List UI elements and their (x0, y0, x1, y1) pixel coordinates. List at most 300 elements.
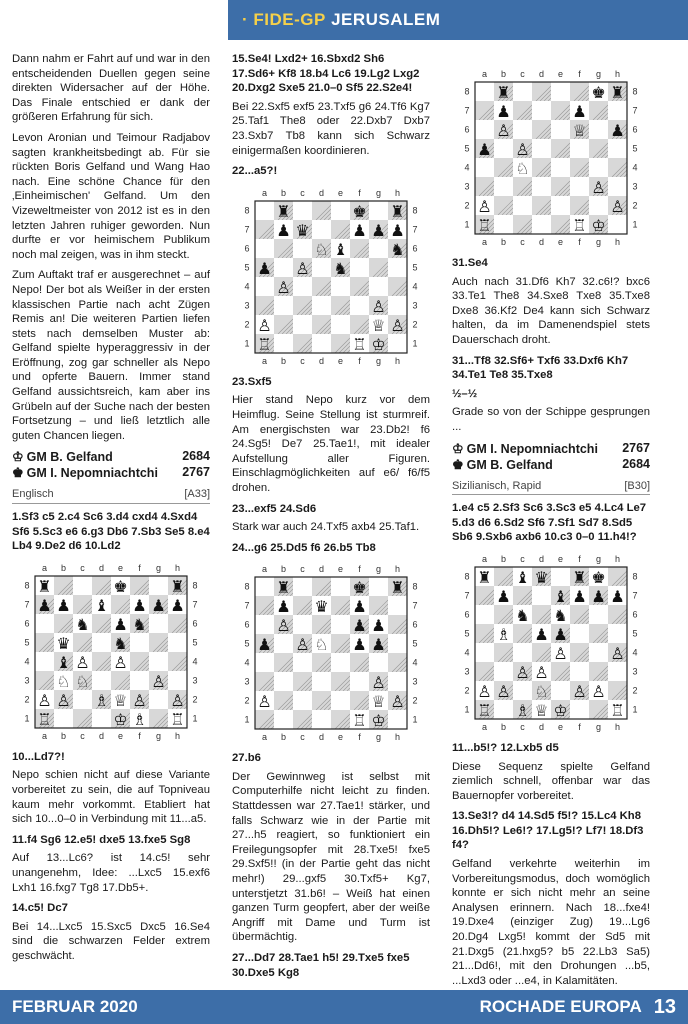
white-pawn-icon: ♙ (113, 652, 128, 672)
black-rook-icon: ♜ (610, 83, 625, 102)
rank-label: 6 (192, 618, 198, 629)
white-pawn-icon: ♙ (591, 178, 606, 197)
white-pawn-icon: ♙ (390, 692, 405, 712)
board-square (149, 652, 168, 671)
black-king-icon: ♚ (113, 576, 128, 596)
file-label: a (261, 187, 268, 198)
board-square (369, 258, 388, 277)
board-square (293, 672, 312, 691)
black-knight-icon: ♞ (390, 239, 405, 259)
board-square (570, 158, 589, 177)
rank-label: 4 (632, 647, 638, 658)
rank-label: 2 (464, 200, 470, 211)
board-square (331, 315, 350, 334)
black-pawn-icon: ♟ (352, 597, 367, 617)
board-square (293, 296, 312, 315)
board-square (54, 709, 73, 728)
board-square (350, 258, 369, 277)
issue-date: FEBRUAR 2020 (12, 997, 138, 1016)
file-label: f (578, 69, 581, 79)
white-pawn-icon: ♙ (276, 277, 291, 297)
board-square (608, 662, 627, 681)
file-label: g (375, 187, 382, 198)
board-square (274, 691, 293, 710)
rank-label: 2 (412, 319, 418, 330)
white-queen-icon: ♕ (534, 700, 549, 720)
file-label: g (595, 69, 602, 79)
white-pawn-icon: ♙ (276, 616, 291, 636)
file-label: f (358, 732, 361, 743)
white-king-icon: ♔ (591, 216, 606, 235)
rank-label: 3 (412, 676, 418, 687)
rank-label: 1 (632, 704, 638, 715)
board-square (551, 567, 570, 586)
rank-label: 6 (24, 618, 30, 629)
board-square (369, 277, 388, 296)
white-pawn-icon: ♙ (257, 315, 272, 335)
white-pawn-icon: ♙ (295, 635, 310, 655)
rank-label: 3 (464, 181, 470, 192)
board-square (312, 334, 331, 353)
board-square (92, 614, 111, 633)
board-square (369, 596, 388, 615)
rank-label: 7 (412, 224, 418, 235)
white-pawn-icon: ♙ (170, 690, 185, 710)
rank-label: 8 (632, 86, 638, 97)
file-label: g (375, 564, 382, 575)
board-square (369, 577, 388, 596)
white-knight-icon: ♘ (75, 671, 90, 691)
black-pawn-icon: ♟ (610, 586, 625, 606)
rank-label: 2 (24, 694, 30, 705)
board-square (589, 605, 608, 624)
board-square (312, 672, 331, 691)
rank-label: 8 (464, 86, 470, 97)
board-square (149, 709, 168, 728)
white-pawn-icon: ♙ (515, 140, 530, 159)
rank-label: 1 (412, 714, 418, 725)
black-bishop-icon: ♝ (333, 239, 348, 259)
white-knight-icon: ♘ (515, 159, 530, 178)
board-square (608, 567, 627, 586)
board-square (532, 82, 551, 101)
board-square (608, 605, 627, 624)
rank-label: 7 (244, 224, 250, 235)
file-label: b (280, 187, 287, 198)
board-square (293, 691, 312, 710)
white-pawn-icon: ♙ (534, 662, 549, 682)
moves: 22...a5?! (232, 165, 278, 178)
rank-label: 3 (24, 675, 30, 686)
board-square (255, 653, 274, 672)
board-square (608, 215, 627, 234)
white-rook-icon: ♖ (37, 709, 52, 729)
file-label: d (318, 187, 325, 198)
black-pawn-icon: ♟ (257, 258, 272, 278)
white-bishop-icon: ♗ (496, 624, 511, 644)
black-pawn-icon: ♟ (113, 614, 128, 634)
board-square (331, 653, 350, 672)
rank-label: 5 (632, 143, 638, 154)
rank-label: 7 (412, 600, 418, 611)
board-square (255, 615, 274, 634)
file-label: d (538, 553, 545, 564)
board-square (589, 158, 608, 177)
rank-label: 1 (464, 219, 470, 230)
rank-label: 5 (464, 628, 470, 639)
black-pawn-icon: ♟ (477, 140, 492, 159)
board-square (551, 196, 570, 215)
board-square (312, 258, 331, 277)
file-label: f (578, 721, 581, 732)
rank-label: 2 (632, 200, 638, 211)
board-square (532, 586, 551, 605)
board-square (92, 671, 111, 690)
board-square (293, 277, 312, 296)
white-king-icon: ♔ (553, 700, 568, 720)
file-label: h (614, 237, 621, 247)
white-king-icon: ♔ (113, 709, 128, 729)
opening-line: Sizilianisch, Rapid [B30] (452, 479, 650, 496)
board-square (513, 196, 532, 215)
board-square (570, 700, 589, 719)
board-square (312, 653, 331, 672)
board-square (350, 277, 369, 296)
black-king-icon: ♚ (591, 83, 606, 102)
board-square (331, 277, 350, 296)
chess-board (239, 185, 423, 369)
board-square (331, 615, 350, 634)
rank-label: 1 (244, 338, 250, 349)
board-square (494, 605, 513, 624)
black-pawn-icon: ♟ (610, 121, 625, 140)
board-square (513, 215, 532, 234)
black-rook-icon: ♜ (390, 578, 405, 598)
board-square (293, 710, 312, 729)
file-label: e (557, 69, 564, 79)
board-square (130, 633, 149, 652)
file-label: f (578, 237, 581, 247)
file-label: c (520, 721, 525, 732)
board-square (331, 672, 350, 691)
file-label: c (520, 69, 525, 79)
file-label: c (300, 355, 305, 366)
board-square (608, 177, 627, 196)
board-square (388, 277, 407, 296)
white-rook-icon: ♖ (352, 711, 367, 731)
rank-label: 7 (464, 590, 470, 601)
board-square (255, 277, 274, 296)
black-rook-icon: ♜ (37, 576, 52, 596)
board-square (570, 82, 589, 101)
board-square (312, 296, 331, 315)
board-square (513, 681, 532, 700)
file-label: h (394, 564, 401, 575)
file-label: g (155, 562, 162, 573)
file-label: g (595, 553, 602, 564)
board-square (168, 671, 187, 690)
board-square (54, 576, 73, 595)
white-queen-icon: ♕ (371, 315, 386, 335)
board-square (532, 196, 551, 215)
chess-diagram-4 (452, 66, 650, 250)
board-square (312, 615, 331, 634)
file-label: b (280, 732, 287, 743)
board-square (350, 239, 369, 258)
board-square (149, 633, 168, 652)
board-square (475, 605, 494, 624)
magazine-name: ROCHADE EUROPA (479, 997, 642, 1016)
rank-label: 4 (464, 162, 470, 173)
board-square (494, 215, 513, 234)
board-square (494, 643, 513, 662)
black-king-icon: ♚ (12, 465, 24, 481)
black-pawn-icon: ♟ (37, 595, 52, 615)
black-queen-icon: ♛ (534, 567, 549, 587)
file-label: g (155, 730, 162, 741)
board-square (475, 643, 494, 662)
board-square (92, 576, 111, 595)
white-pawn-icon: ♙ (56, 690, 71, 710)
chess-diagram-2 (232, 185, 430, 369)
board-square (293, 596, 312, 615)
black-king-icon: ♚ (452, 456, 464, 472)
file-label: f (138, 562, 141, 573)
rank-label: 1 (412, 338, 418, 349)
file-label: b (60, 730, 67, 741)
board-square (293, 239, 312, 258)
black-pawn-icon: ♟ (534, 624, 549, 644)
file-label: a (481, 721, 488, 732)
paragraph: Bei 22.Sxf5 exf5 23.Txf5 g6 24.Tf6 Kg7 25.Taf1 The8 oder 22.Dxb7 Dxb7 23.Sxb7 Tb8 kann sich Schwarz einigermaßen koordinieren. (232, 100, 430, 157)
file-label: e (337, 564, 344, 575)
column-3 (452, 60, 650, 994)
file-label: e (337, 187, 344, 198)
file-label: e (557, 553, 564, 564)
file-label: b (280, 564, 287, 575)
black-rook-icon: ♜ (276, 201, 291, 221)
rank-label: 8 (244, 205, 250, 216)
board-square (589, 196, 608, 215)
white-pawn-icon: ♙ (496, 121, 511, 140)
board-square (513, 586, 532, 605)
rank-label: 7 (192, 599, 198, 610)
board-square (255, 201, 274, 220)
board-square (388, 615, 407, 634)
board-square (388, 258, 407, 277)
board-square (570, 177, 589, 196)
rank-label: 8 (412, 581, 418, 592)
black-king-icon: ♚ (352, 201, 367, 221)
rank-label: 7 (24, 599, 30, 610)
rank-label: 3 (632, 181, 638, 192)
white-pawn-icon: ♙ (75, 652, 90, 672)
rank-label: 4 (192, 656, 198, 667)
rank-label: 4 (24, 656, 30, 667)
board-square (274, 239, 293, 258)
paragraph: Bei 14...Lxc5 15.Sxc5 Dxc5 16.Se4 sind die schwarzen Felder extrem geschwächt. (12, 920, 210, 962)
board-square (494, 139, 513, 158)
black-knight-icon: ♞ (132, 614, 147, 634)
board-square (312, 710, 331, 729)
rank-label: 6 (412, 243, 418, 254)
file-label: d (318, 355, 325, 366)
board-square (532, 177, 551, 196)
file-label: h (614, 69, 621, 79)
file-label: a (261, 732, 268, 743)
board-square (274, 315, 293, 334)
moves: 11.f4 Sg6 12.e5! dxe5 13.fxe5 Sg8 (12, 833, 191, 846)
paragraph: Dann nahm er Fahrt auf und war in den entscheidenden Duellen gegen seine direkten Widersacher auf der Höhe. Das Finale entschied er dank der größeren Erfahrung für sich. (12, 53, 210, 124)
board-square (274, 653, 293, 672)
file-label: a (481, 553, 488, 564)
board-square (35, 633, 54, 652)
board-square (293, 315, 312, 334)
moves: 11...b5!? 12.Lxb5 d5 (452, 741, 559, 754)
black-pawn-icon: ♟ (276, 220, 291, 240)
board-square (532, 643, 551, 662)
board-square (494, 177, 513, 196)
board-square (255, 220, 274, 239)
file-label: d (538, 69, 545, 79)
board-square (608, 101, 627, 120)
white-queen-icon: ♕ (113, 690, 128, 710)
rank-label: 3 (244, 300, 250, 311)
paragraph: Stark war auch 24.Txf5 axb4 25.Taf1. (232, 521, 420, 534)
black-pawn-icon: ♟ (371, 616, 386, 636)
board-square (369, 239, 388, 258)
board-square (35, 671, 54, 690)
rank-label: 4 (632, 162, 638, 173)
board-square (475, 624, 494, 643)
player-black: ♚ GM B. Gelfand 2684 (452, 456, 650, 472)
chess-diagram-3 (232, 561, 430, 745)
black-bishop-icon: ♝ (553, 586, 568, 606)
rank-label: 2 (244, 319, 250, 330)
black-pawn-icon: ♟ (170, 595, 185, 615)
file-label: c (300, 564, 305, 575)
board-square (494, 196, 513, 215)
board-square (350, 672, 369, 691)
rank-label: 4 (464, 647, 470, 658)
black-rook-icon: ♜ (170, 576, 185, 596)
black-rook-icon: ♜ (390, 201, 405, 221)
board-square (331, 577, 350, 596)
rank-label: 1 (632, 219, 638, 230)
board-square (73, 595, 92, 614)
board-square (274, 296, 293, 315)
chess-board (19, 560, 203, 744)
board-square (92, 633, 111, 652)
rank-label: 3 (632, 666, 638, 677)
rank-label: 5 (412, 262, 418, 273)
rank-label: 8 (192, 580, 198, 591)
black-king-icon: ♚ (591, 567, 606, 587)
paragraph: Auch nach 31.Df6 Kh7 32.c6!? bxc6 33.Te1 The8 34.Sxe8 Txe8 35.Txe8 Dxe8 36.Kf2 De4 kann sich Schwarz halten, da im Damenendspiel stets Dauerschach droht. (452, 275, 650, 346)
board-square (388, 710, 407, 729)
black-queen-icon: ♛ (295, 220, 310, 240)
white-pawn-icon: ♙ (390, 315, 405, 335)
white-knight-icon: ♘ (534, 681, 549, 701)
board-square (570, 624, 589, 643)
file-label: h (614, 553, 621, 564)
board-square (551, 177, 570, 196)
board-square (388, 296, 407, 315)
board-square (589, 662, 608, 681)
board-square (513, 82, 532, 101)
rank-label: 3 (464, 666, 470, 677)
file-label: a (261, 564, 268, 575)
board-square (475, 662, 494, 681)
paragraph: Auf 13...Lc6? ist 14.c5! sehr unangenehm, Idee: ...Lxc5 15.exf6 Lxh1 16.fxg7 Tg8 17.Db5+. (12, 852, 210, 894)
file-label: d (538, 237, 545, 247)
paragraph: Diese Sequenz spielte Gelfand ziemlich schnell, offenbar war das Bauernopfer vorbereitet. (452, 760, 650, 802)
board-square (551, 82, 570, 101)
black-pawn-icon: ♟ (352, 616, 367, 636)
paragraph: Nepo schien nicht auf diese Variante vorbereitet zu sein, die auf Topniveau kaum mehr vorkommt. Etabliert hat sich 10...0–0 in Verbindung mit 11...a5. (12, 769, 210, 826)
chess-diagram-5 (452, 551, 650, 735)
file-label: c (520, 237, 525, 247)
file-label: b (500, 237, 507, 247)
board-square (475, 101, 494, 120)
board-square (589, 120, 608, 139)
board-square (513, 120, 532, 139)
board-square (168, 614, 187, 633)
paragraph: Hier stand Nepo kurz vor dem Heimflug. Seine Stellung ist sturmreif. Am energischsten war 23.Db2! f6 24.Sg5! De7 25.Tae1!, mit idealer Aufstellung aller Figuren. Einschlagmöglichkeiten auf e6/ f6/f5 drohen. (232, 394, 430, 494)
white-pawn-icon: ♙ (257, 692, 272, 712)
board-square (551, 158, 570, 177)
black-knight-icon: ♞ (113, 633, 128, 653)
white-pawn-icon: ♙ (610, 643, 625, 663)
board-square (35, 652, 54, 671)
board-square (532, 139, 551, 158)
file-label: c (300, 187, 305, 198)
moves: 31...Tf8 32.Sf6+ Txf6 33.Dxf6 Kh7 34.Te1 Te8 35.Txe8 (452, 354, 629, 382)
board-square (274, 634, 293, 653)
file-label: d (318, 564, 325, 575)
rank-label: 1 (192, 713, 198, 724)
board-square (331, 220, 350, 239)
rank-label: 1 (464, 704, 470, 715)
board-square (608, 624, 627, 643)
board-square (274, 672, 293, 691)
board-square (73, 690, 92, 709)
board-square (608, 158, 627, 177)
file-label: g (595, 237, 602, 247)
rank-label: 4 (412, 657, 418, 668)
white-rook-icon: ♖ (257, 334, 272, 354)
board-square (331, 296, 350, 315)
moves: 24...g6 25.Dd5 f6 26.b5 Tb8 (232, 541, 376, 554)
white-pawn-icon: ♙ (591, 681, 606, 701)
file-label: g (375, 355, 382, 366)
board-square (551, 215, 570, 234)
moves: 1.Sf3 c5 2.c4 Sc6 3.d4 cxd4 4.Sxd4 Sf6 5.Sc3 e6 6.g3 Db6 7.Sb3 Se5 8.e4 Lb4 9.De2 d6 10.Ld2 (12, 511, 210, 553)
white-queen-icon: ♕ (371, 692, 386, 712)
black-pawn-icon: ♟ (257, 635, 272, 655)
black-rook-icon: ♜ (572, 567, 587, 587)
rank-label: 5 (244, 262, 250, 273)
white-pawn-icon: ♙ (477, 681, 492, 701)
board-square (532, 101, 551, 120)
white-bishop-icon: ♗ (132, 709, 147, 729)
board-square (388, 634, 407, 653)
board-square (331, 334, 350, 353)
board-square (589, 643, 608, 662)
white-rook-icon: ♖ (477, 216, 492, 235)
board-square (168, 633, 187, 652)
rank-label: 2 (412, 695, 418, 706)
